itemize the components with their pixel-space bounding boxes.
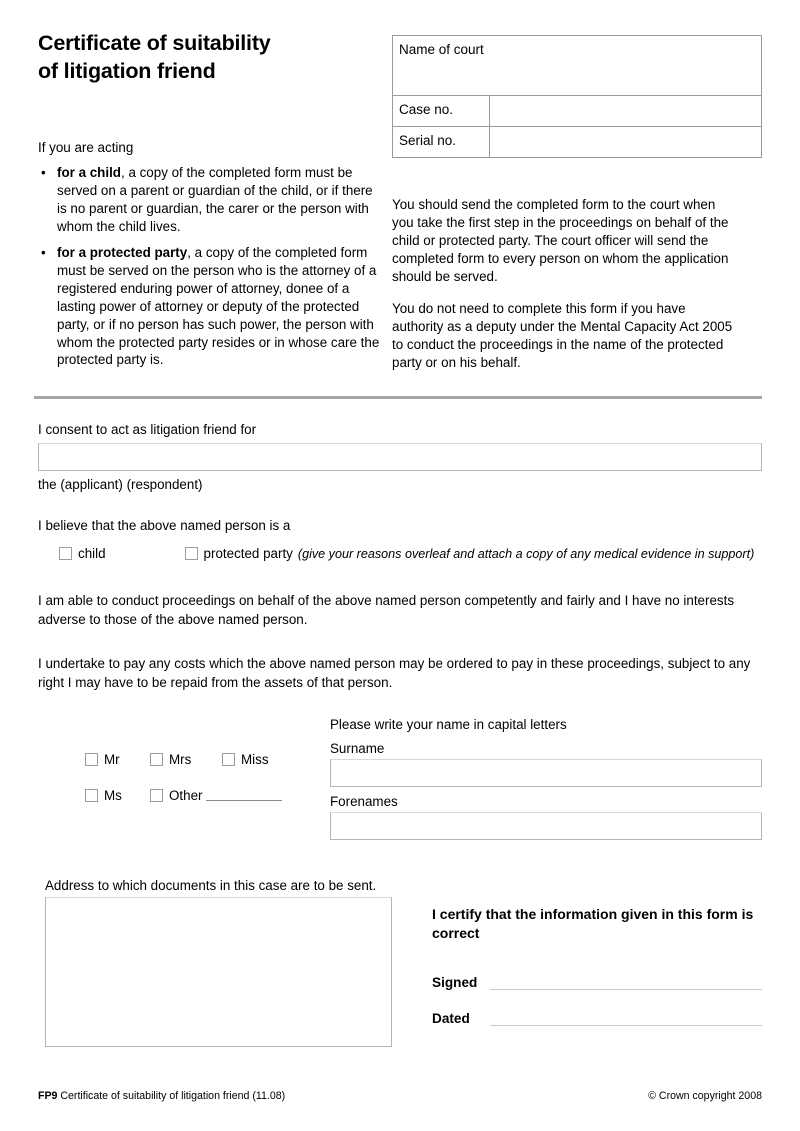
serial-no-row (393, 126, 761, 157)
declaration-costs: I undertake to pay any costs which the above named person may be ordered to pay in these proceedings, subject to any right I may have to be repaid from the assets of that person. (38, 656, 751, 690)
footer-form-reference (38, 1090, 285, 1102)
bullet-body: , a copy of the completed form must be served on the person who is the attorney of a registered enduring power of attorney, donee of a lasting power of attorney or deputy of the protected party, or if no person has such power, the person with whom the protected party resides or in whose care the protected party is. (57, 244, 380, 368)
checkbox-other-label: Other (169, 787, 203, 803)
checkbox-miss-label: Miss (241, 751, 269, 767)
checkbox-other[interactable] (150, 789, 163, 802)
applicant-respondent-note: the (applicant) (respondent) (38, 477, 203, 492)
signature-input[interactable] (490, 977, 762, 990)
instructions-lead: If you are acting (38, 140, 134, 155)
believe-statement-label: I believe that the above named person is a (38, 518, 291, 533)
title-selection-group (85, 741, 315, 813)
instructions-paragraph-2: You do not need to complete this form if you have authority as a deputy under the Mental Capacity Act 2005 to conduct the proceedings in the name of the protected party or on his behalf. (392, 300, 733, 370)
checkbox-miss[interactable] (222, 753, 235, 766)
title-option-mrs[interactable] (150, 752, 222, 767)
surname-input[interactable] (330, 759, 762, 787)
forenames-label: Forenames (330, 794, 398, 809)
name-of-court-field[interactable] (393, 36, 761, 95)
title-option-other[interactable] (150, 788, 282, 803)
dated-row (432, 1011, 762, 1026)
checkbox-mr[interactable] (85, 753, 98, 766)
checkbox-mr-label: Mr (104, 751, 120, 767)
court-details-box (392, 35, 762, 158)
declaration-conduct: I am able to conduct proceedings on behalf of the above named person competently and fairly and I have no interests adverse to those of the above named person. (38, 593, 735, 627)
signed-label: Signed (432, 975, 478, 990)
surname-label: Surname (330, 741, 385, 756)
case-no-input[interactable] (490, 96, 761, 126)
section-divider (34, 396, 762, 399)
title-option-mr[interactable] (85, 752, 150, 767)
case-no-row (393, 95, 761, 126)
date-input[interactable] (490, 1013, 762, 1026)
bullet-dot-icon: • (41, 164, 46, 180)
footer-form-code: FP9 (38, 1090, 58, 1102)
consent-name-input[interactable] (38, 443, 762, 471)
checkbox-protected-party-label: protected party (203, 546, 293, 561)
bullet-lead-bold: for a child (57, 164, 121, 180)
instructions-right-column (392, 196, 737, 372)
checkbox-child[interactable] (59, 547, 72, 560)
protected-party-note: (give your reasons overleaf and attach a copy of any medical evidence in support) (297, 546, 755, 561)
certify-statement: I certify that the information given in this form is correct (432, 906, 754, 941)
address-input[interactable] (45, 897, 392, 1047)
consent-label: I consent to act as litigation friend for (38, 422, 257, 437)
page-title-line-1: Certificate of suitability (38, 31, 271, 55)
list-item (38, 164, 383, 236)
title-option-ms[interactable] (85, 788, 150, 803)
instructions-left-column (38, 139, 383, 377)
dated-label: Dated (432, 1011, 470, 1026)
checkbox-mrs[interactable] (150, 753, 163, 766)
checkbox-ms-label: Ms (104, 787, 122, 803)
list-item (38, 244, 383, 370)
title-option-miss[interactable] (222, 752, 269, 767)
believe-options-row (59, 546, 754, 561)
title-row-1 (85, 741, 315, 777)
capital-letters-note: Please write your name in capital letters (330, 717, 567, 732)
bullet-lead-bold: for a protected party (57, 244, 188, 260)
footer-form-title: Certificate of suitability of litigation friend (11.08) (60, 1090, 286, 1102)
signed-row (432, 975, 762, 990)
title-row-2 (85, 777, 315, 813)
court-name-row (393, 36, 761, 95)
checkbox-mrs-label: Mrs (169, 751, 192, 767)
page-title (38, 30, 378, 85)
name-of-court-label: Name of court (399, 42, 484, 57)
serial-no-input[interactable] (490, 127, 761, 157)
footer-copyright: © Crown copyright 2008 (648, 1090, 762, 1102)
case-no-label: Case no. (393, 96, 490, 126)
checkbox-ms[interactable] (85, 789, 98, 802)
checkbox-child-label: child (78, 546, 106, 561)
page-title-line-2: of litigation friend (38, 58, 216, 83)
bullet-body: , a copy of the completed form must be served on a parent or guardian of the child, or if there is no parent or guardian, the carer or the person with whom the child lives. (57, 164, 373, 234)
instructions-paragraph-1: You should send the completed form to the court when you take the first step in the proceedings on behalf of the child or protected party. The court officer will send the completed form to every person on whom the application should be served. (392, 197, 729, 284)
address-label: Address to which documents in this case are to be sent. (45, 878, 377, 893)
serial-no-label: Serial no. (393, 127, 490, 157)
forenames-input[interactable] (330, 812, 762, 840)
instructions-bullet-list (38, 164, 383, 369)
bullet-dot-icon: • (41, 244, 46, 260)
other-title-input[interactable] (206, 789, 282, 801)
checkbox-protected-party[interactable] (185, 547, 198, 560)
